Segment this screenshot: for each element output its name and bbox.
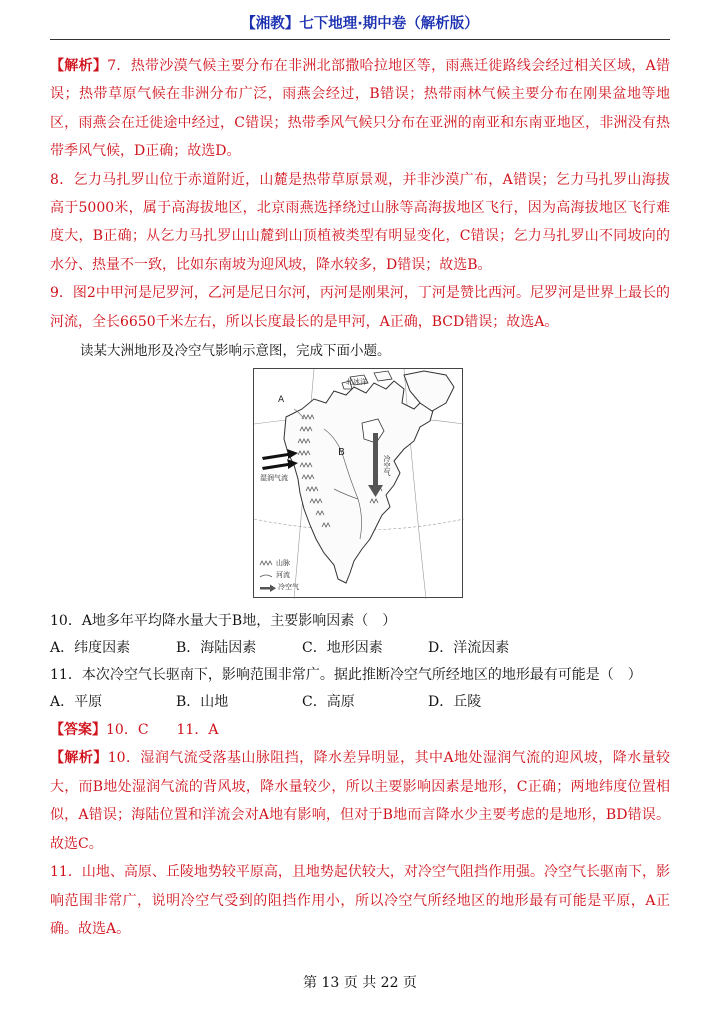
explanation-tag: 【解析】 [50, 750, 108, 767]
answer-text: 10．C 11．A [106, 722, 219, 739]
question-10-options [50, 635, 670, 662]
explanation-9: 9．图2中甲河是尼罗河，乙河是尼日尔河，丙河是刚果河，丁河是赞比西河。尼罗河是世界上最长的河流，全长6650千米左右，所以长度最长的是甲河，A正确，BCD错误；故选A。 [50, 285, 670, 330]
q11-option-d: D．丘陵 [428, 694, 482, 711]
map-legend-icons [260, 561, 276, 592]
explanation-7 [50, 52, 670, 166]
explanation-7-text: 7．热带沙漠气候主要分布在非洲北部撒哈拉地区等，雨燕迁徙路线会经过相关区域，A错误；热带草原气候在非洲分布广泛，雨燕会经过，B错误；热带雨林气候主要分布在刚果盆地等地区，雨燕会在迁徙途中经过，C错误；热带季风气候只分布在亚洲的南亚和东南亚地区，非洲没有热带季风气候，D正确；故选D。 [50, 58, 671, 160]
q11-option-c: C．高原 [302, 694, 355, 711]
explanation-10-text: 10．湿润气流受落基山脉阻挡，降水差异明显，其中A地处湿润气流的迎风坡，降水量较大，而B地处湿润气流的背风坡，降水量较少，所以主要影响因素是地形，C正确；两地纬度位置相似，A错误；海陆位置和洋流会对A地有影响，但对于B地而言降水少主要考虑的是地形，BD错误。故选C。 [50, 750, 670, 852]
moist-air-label: 湿润气流 [260, 474, 288, 483]
explanation-tag: 【解析】 [50, 58, 108, 74]
page-footer: 第 13 页 共 22 页 [303, 975, 417, 991]
page-content [50, 52, 670, 943]
explanation-10 [50, 744, 670, 858]
q11-option-b: B．山地 [176, 694, 229, 711]
map-intro: 读某大洲地形及冷空气影响示意图，完成下面小题。 [80, 343, 391, 360]
q11-option-a: A．平原 [50, 694, 103, 711]
north-america-map [253, 368, 463, 598]
answer-tag: 【答案】 [50, 722, 106, 739]
label-a: A [278, 395, 285, 406]
continent-shape [284, 381, 434, 583]
header-title: 【湘教】七下地理·期中卷（解析版） [241, 16, 479, 32]
question-10: 10．A地多年平均降水量大于B地，主要影响因素（ ） [50, 613, 397, 630]
explanation-11: 11．山地、高原、丘陵地势较平原高，且地势起伏较大，对冷空气阻挡作用强。冷空气长驱南下，影响范围非常广，说明冷空气受到的阻挡作用小，所以冷空气所经地区的地形最有可能是平原，A正确。故选A。 [50, 864, 670, 937]
greenland-shape [404, 371, 454, 411]
question-11: 11．本次冷空气长驱南下，影响范围非常广。据此推断冷空气所经地区的地形最有可能是（ ） [50, 667, 642, 684]
ocean-label: 北冰洋 [346, 378, 367, 387]
answer-line [50, 716, 670, 744]
q10-option-d: D．洋流因素 [428, 640, 510, 657]
question-11-options [50, 689, 670, 716]
label-b: B [338, 447, 345, 459]
cold-air-label: 冷空气 [383, 455, 391, 477]
legend-mountain: 山脉 [276, 559, 290, 568]
page-header [50, 10, 670, 40]
legend-cold-air: 冷空气 [278, 583, 299, 592]
q10-option-a: A．纬度因素 [50, 640, 131, 657]
q10-option-c: C．地形因素 [302, 640, 383, 657]
q10-option-b: B．海陆因素 [176, 640, 257, 657]
explanation-8: 8．乞力马扎罗山位于赤道附近，山麓是热带草原景观，并非沙漠广布，A错误；乞力马扎罗山海拔高于5000米，属于高海拔地区，北京雨燕选择绕过山脉等高海拔地区飞行，因为高海拔地区飞行难度大，B正确；从乞力马扎罗山山麓到山顶植被类型有明显变化，C错误；乞力马扎罗山不同坡向的水分、热量不一致，比如东南坡为迎风坡，降水较多，D错误；故选B。 [50, 171, 670, 273]
legend-river: 河流 [276, 571, 290, 580]
